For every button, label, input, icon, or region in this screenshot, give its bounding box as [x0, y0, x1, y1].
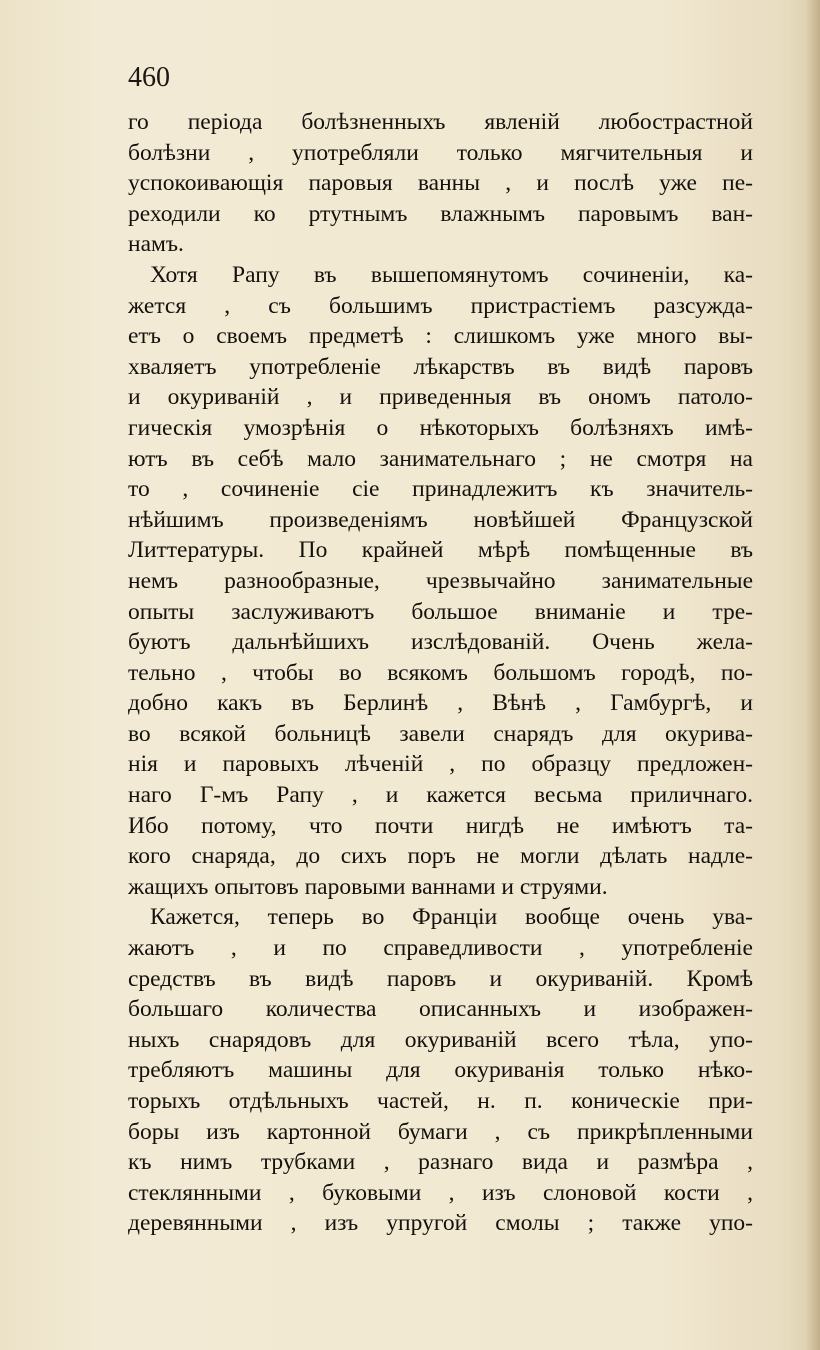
- page-edge-shadow: [806, 0, 820, 1350]
- text-line: требляютъ машины для окуриванія только нѣко-: [128, 1057, 753, 1084]
- text-line: ныхъ снарядовъ для окуриваній всего тѣла, упо-: [128, 1026, 753, 1053]
- text-line: ютъ въ себѣ мало занимательнаго ; не смотря на: [128, 445, 753, 472]
- text-line: хваляетъ употребленіе лѣкарствъ въ видѣ паровъ: [128, 353, 753, 380]
- text-line: большаго количества описанныхъ и изображен-: [128, 996, 753, 1023]
- text-line: жется , съ большимъ пристрастіемъ разсужда-: [128, 292, 753, 319]
- body-text: [128, 107, 753, 1239]
- text-line: тельно , чтобы во всякомъ большомъ городѣ, по-: [128, 659, 753, 686]
- text-line: къ нимъ трубками , разнаго вида и размѣра ,: [128, 1149, 753, 1176]
- text-line: то , сочиненіе сіе принадлежитъ къ значитель-: [128, 476, 753, 503]
- text-line: Ибо потому, что почти нигдѣ не имѣютъ та-: [128, 812, 753, 839]
- text-line: Хотя Рапу въ вышепомянутомъ сочиненіи, ка-: [150, 261, 753, 288]
- text-line: стеклянными , буковыми , изъ слоновой кости ,: [128, 1179, 753, 1206]
- text-line: реходили ко ртутнымъ влажнымъ паровымъ ван-: [128, 200, 753, 227]
- text-line: жащихъ опытовъ паровыми ваннами и струями.: [128, 873, 608, 900]
- text-line: жаютъ , и по справедливости , употребленіе: [128, 935, 753, 962]
- text-line: буютъ дальнѣйшихъ изслѣдованій. Очень жела-: [128, 629, 753, 656]
- text-line: успокоивающія паровыя ванны , и послѣ уже пе-: [128, 170, 753, 197]
- text-line: Литтературы. По крайней мѣрѣ помѣщенные въ: [128, 537, 753, 564]
- text-line: нѣйшимъ произведеніямъ новѣйшей Французской: [128, 506, 753, 533]
- text-line: средствъ въ видѣ паровъ и окуриваній. Кромѣ: [128, 965, 753, 992]
- text-line: етъ о своемъ предметѣ : слишкомъ уже много вы-: [128, 323, 753, 350]
- text-line: кого снаряда, до сихъ поръ не могли дѣлать надле-: [128, 843, 753, 870]
- text-line: гическія умозрѣнія о нѣкоторыхъ болѣзняхъ имѣ-: [128, 414, 753, 441]
- text-line: болѣзни , употребляли только мягчительныя и: [128, 139, 753, 166]
- text-line: боры изъ картонной бумаги , съ прикрѣпленными: [128, 1118, 753, 1145]
- text-line: и окуриваній , и приведенныя въ ономъ патоло-: [128, 384, 753, 411]
- text-line: наго Г-мъ Рапу , и кажется весьма приличнаго.: [128, 782, 753, 809]
- text-line: во всякой больницѣ завели снарядъ для окурива-: [128, 720, 753, 747]
- text-line: нія и паровыхъ лѣченій , по образцу предложен-: [128, 751, 753, 778]
- text-line: торыхъ отдѣльныхъ частей, н. п. коническіе при-: [128, 1088, 753, 1114]
- page-number: 460: [128, 62, 170, 93]
- text-line: деревянными , изъ упругой смолы ; также упо-: [128, 1210, 753, 1237]
- text-line: опыты заслуживаютъ большое вниманіе и тре-: [128, 598, 753, 625]
- text-line: добно какъ въ Берлинѣ , Вѣнѣ , Гамбургѣ, и: [128, 690, 753, 717]
- text-line: намъ.: [128, 231, 184, 258]
- text-line: Кажется, теперь во Франціи вообще очень ува-: [150, 904, 753, 931]
- text-line: го періода болѣзненныхъ явленій любострастной: [128, 109, 753, 135]
- text-line: немъ разнообразные, чрезвычайно занимательные: [128, 567, 753, 594]
